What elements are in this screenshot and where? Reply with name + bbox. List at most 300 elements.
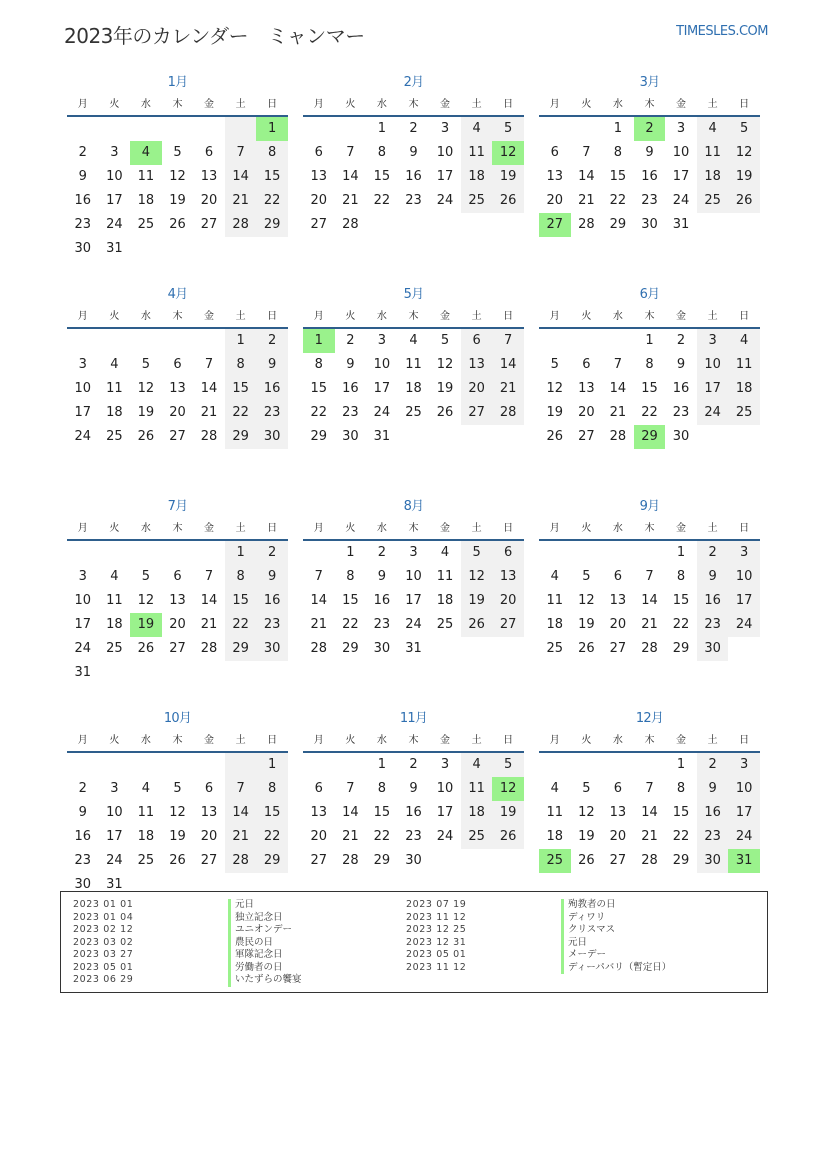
day-cell: 4 (440, 545, 450, 560)
empty-cell (225, 117, 257, 141)
day-cell: 12 (169, 169, 186, 184)
day-cell: 9 (645, 145, 654, 160)
legend-date: 2023 02 12 (73, 924, 134, 935)
day-cell: 27 (310, 853, 328, 868)
empty-cell (571, 753, 603, 777)
day-cell: 25 (697, 189, 729, 213)
day-cell: 26 (137, 429, 155, 444)
day-cell: 23 (697, 825, 729, 849)
day-cell: 31 (106, 877, 123, 892)
day-cell: 22 (342, 617, 359, 632)
month-name: 8月 (403, 499, 424, 514)
legend-holiday-name: 独立記念日 (228, 912, 283, 925)
day-cell: 21 (225, 189, 257, 213)
weekday-header (303, 518, 524, 541)
day-cell: 9 (256, 565, 288, 589)
day-cell: 28 (310, 641, 328, 656)
empty-cell (539, 541, 571, 565)
legend-item (73, 899, 302, 912)
month-name: 6月 (639, 287, 660, 302)
weekday-label: 水 (376, 735, 387, 746)
weekday-label: 月 (549, 311, 560, 322)
month-name: 7月 (167, 499, 188, 514)
day-cell: 30 (256, 637, 288, 661)
legend-item (406, 912, 671, 925)
empty-cell (67, 753, 99, 777)
day-cell: 4 (728, 329, 760, 353)
empty-cell (99, 541, 131, 565)
day-cell: 4 (461, 117, 493, 141)
legend-holiday-name: 農民の日 (228, 937, 273, 950)
legend-column-left (73, 899, 302, 987)
day-cell: 22 (256, 825, 288, 849)
day-cell: 25 (728, 401, 760, 425)
day-cell: 18 (546, 617, 564, 632)
day-cell: 21 (492, 377, 524, 401)
calendar-grid (67, 72, 760, 920)
empty-cell (99, 117, 131, 141)
day-cell: 26 (578, 641, 595, 656)
day-cell: 7 (204, 357, 214, 372)
empty-cell (602, 329, 634, 353)
legend-date: 2023 07 19 (406, 899, 467, 910)
day-cell: 27 (461, 401, 493, 425)
month-name: 4月 (167, 287, 188, 302)
weekday-header (303, 94, 524, 117)
day-grid (303, 329, 524, 449)
weekday-label: 火 (109, 735, 120, 746)
day-cell: 1 (346, 545, 355, 560)
day-cell: 4 (461, 753, 493, 777)
month-block (539, 72, 760, 284)
day-cell: 11 (546, 805, 564, 820)
day-cell: 14 (200, 381, 218, 396)
day-cell: 30 (373, 641, 391, 656)
day-cell: 31 (405, 641, 422, 656)
day-cell: 18 (106, 405, 123, 420)
empty-cell (99, 753, 131, 777)
weekday-label: 金 (440, 735, 451, 746)
day-cell: 29 (310, 429, 328, 444)
day-cell: 11 (405, 357, 422, 372)
day-cell: 8 (377, 781, 387, 796)
empty-cell (130, 541, 162, 565)
empty-cell (67, 541, 99, 565)
day-cell: 13 (200, 805, 218, 820)
day-cell: 14 (578, 169, 595, 184)
day-cell: 4 (409, 333, 418, 348)
day-cell: 31 (672, 217, 690, 232)
day-cell: 7 (225, 141, 257, 165)
day-cell: 7 (645, 781, 654, 796)
day-cell: 25 (546, 641, 564, 656)
day-cell: 23 (74, 217, 92, 232)
empty-cell (130, 117, 162, 141)
day-cell: 17 (436, 169, 454, 184)
day-cell: 25 (461, 825, 493, 849)
weekday-label: 金 (676, 311, 687, 322)
month-name: 2月 (403, 75, 424, 90)
weekday-label: 火 (345, 311, 356, 322)
day-cell: 28 (225, 849, 257, 873)
weekday-header (539, 730, 760, 753)
day-cell: 8 (314, 357, 323, 372)
weekday-label: 日 (739, 311, 750, 322)
day-cell: 10 (106, 805, 123, 820)
weekday-label: 日 (503, 311, 514, 322)
day-cell: 28 (492, 401, 524, 425)
month-block (539, 708, 760, 920)
empty-cell (602, 541, 634, 565)
day-cell: 25 (106, 641, 123, 656)
day-cell: 22 (609, 193, 627, 208)
empty-cell (335, 753, 367, 777)
day-cell: 10 (436, 781, 454, 796)
day-cell: 20 (169, 617, 186, 632)
day-cell: 16 (74, 193, 92, 208)
weekday-label: 土 (707, 311, 718, 322)
weekday-label: 火 (109, 99, 120, 110)
weekday-label: 金 (204, 99, 215, 110)
day-cell: 29 (225, 637, 257, 661)
holiday-legend (60, 891, 768, 993)
holiday-day-cell: 12 (492, 777, 524, 801)
day-cell: 2 (409, 757, 418, 772)
day-cell: 17 (74, 405, 92, 420)
day-cell: 1 (225, 541, 257, 565)
day-cell: 17 (436, 805, 454, 820)
day-cell: 23 (373, 617, 391, 632)
day-cell: 30 (74, 241, 92, 256)
day-cell: 21 (310, 617, 328, 632)
weekday-header (67, 518, 288, 541)
day-cell: 29 (225, 425, 257, 449)
month-block (303, 708, 524, 920)
holiday-day-cell: 12 (492, 141, 524, 165)
day-cell: 10 (106, 169, 123, 184)
day-cell: 27 (609, 853, 627, 868)
weekday-label: 土 (235, 735, 246, 746)
day-cell: 11 (461, 777, 493, 801)
day-cell: 25 (137, 853, 155, 868)
day-cell: 16 (672, 381, 690, 396)
day-cell: 23 (256, 613, 288, 637)
weekday-label: 木 (172, 99, 183, 110)
legend-item (73, 962, 302, 975)
day-cell: 4 (141, 781, 151, 796)
day-cell: 2 (409, 121, 418, 136)
day-cell: 14 (225, 801, 257, 825)
day-cell: 30 (697, 849, 729, 873)
day-cell: 3 (409, 545, 418, 560)
day-cell: 7 (582, 145, 591, 160)
weekday-label: 月 (77, 735, 88, 746)
day-cell: 19 (169, 193, 186, 208)
day-cell: 20 (200, 193, 218, 208)
day-cell: 24 (405, 617, 422, 632)
holiday-day-cell: 29 (634, 425, 666, 449)
day-cell: 16 (256, 589, 288, 613)
weekday-label: 土 (707, 99, 718, 110)
weekday-label: 水 (376, 99, 387, 110)
day-cell: 2 (256, 541, 288, 565)
empty-cell (634, 753, 666, 777)
day-cell: 29 (373, 853, 391, 868)
legend-item (73, 924, 302, 937)
day-cell: 14 (641, 805, 658, 820)
day-cell: 16 (405, 169, 422, 184)
weekday-label: 火 (109, 523, 120, 534)
day-cell: 27 (310, 217, 328, 232)
day-cell: 28 (342, 217, 359, 232)
empty-cell (303, 541, 335, 565)
empty-cell (193, 329, 225, 353)
day-cell: 9 (676, 357, 686, 372)
day-cell: 22 (373, 193, 391, 208)
weekday-label: 水 (612, 523, 623, 534)
day-cell: 18 (728, 377, 760, 401)
day-cell: 6 (204, 145, 214, 160)
day-cell: 1 (676, 545, 686, 560)
weekday-label: 木 (644, 99, 655, 110)
day-cell: 4 (110, 569, 119, 584)
day-cell: 9 (78, 805, 87, 820)
day-cell: 2 (78, 781, 87, 796)
day-cell: 20 (310, 829, 328, 844)
day-cell: 6 (461, 329, 493, 353)
day-cell: 10 (74, 593, 92, 608)
day-cell: 5 (492, 753, 524, 777)
day-cell: 19 (578, 829, 595, 844)
day-cell: 14 (641, 593, 658, 608)
day-cell: 26 (578, 853, 595, 868)
day-cell: 4 (697, 117, 729, 141)
day-cell: 30 (405, 853, 422, 868)
day-cell: 28 (342, 853, 359, 868)
holiday-day-cell: 2 (634, 117, 666, 141)
day-cell: 28 (609, 429, 627, 444)
weekday-header (67, 730, 288, 753)
weekday-label: 日 (503, 99, 514, 110)
day-cell: 3 (110, 145, 119, 160)
month-block (303, 284, 524, 496)
empty-cell (130, 753, 162, 777)
day-cell: 7 (492, 329, 524, 353)
day-cell: 19 (492, 165, 524, 189)
month-name: 10月 (163, 711, 192, 726)
day-cell: 30 (641, 217, 658, 232)
day-cell: 26 (546, 429, 564, 444)
weekday-label: 火 (581, 523, 592, 534)
day-cell: 28 (200, 429, 218, 444)
weekday-label: 水 (376, 311, 387, 322)
day-cell: 5 (582, 781, 591, 796)
day-cell: 5 (550, 357, 559, 372)
legend-holiday-name: 殉教者の日 (561, 899, 616, 912)
day-cell: 3 (440, 757, 450, 772)
day-cell: 8 (377, 145, 387, 160)
legend-date: 2023 03 02 (73, 936, 134, 948)
empty-cell (193, 753, 225, 777)
day-cell: 3 (676, 121, 686, 136)
day-cell: 21 (200, 617, 218, 632)
empty-cell (99, 329, 131, 353)
day-cell: 16 (342, 381, 359, 396)
day-cell: 26 (169, 217, 186, 232)
day-cell: 14 (200, 593, 218, 608)
day-cell: 16 (697, 801, 729, 825)
weekday-label: 木 (408, 523, 419, 534)
day-cell: 20 (546, 193, 564, 208)
weekday-label: 日 (267, 311, 278, 322)
day-cell: 23 (405, 193, 422, 208)
day-cell: 27 (200, 217, 218, 232)
weekday-label: 日 (739, 735, 750, 746)
day-cell: 16 (74, 829, 92, 844)
day-cell: 2 (697, 753, 729, 777)
legend-item (73, 974, 302, 987)
day-cell: 3 (697, 329, 729, 353)
day-cell: 27 (169, 429, 186, 444)
day-cell: 13 (578, 381, 595, 396)
empty-cell (193, 541, 225, 565)
day-cell: 17 (106, 193, 123, 208)
legend-holiday-name: ディーパバリ（暫定日） (561, 962, 671, 975)
weekday-label: 木 (408, 99, 419, 110)
day-cell: 8 (256, 141, 288, 165)
empty-cell (67, 329, 99, 353)
day-cell: 27 (609, 641, 627, 656)
day-cell: 24 (436, 829, 454, 844)
day-cell: 15 (225, 589, 257, 613)
weekday-label: 土 (707, 523, 718, 534)
weekday-label: 土 (235, 523, 246, 534)
day-cell: 3 (728, 753, 760, 777)
day-cell: 3 (78, 569, 87, 584)
day-cell: 19 (578, 617, 595, 632)
day-cell: 18 (461, 801, 493, 825)
day-cell: 3 (440, 121, 450, 136)
day-cell: 29 (672, 641, 690, 656)
weekday-label: 金 (204, 523, 215, 534)
day-cell: 31 (373, 429, 391, 444)
day-cell: 23 (641, 193, 658, 208)
month-row (67, 496, 760, 708)
weekday-header (67, 306, 288, 329)
weekday-label: 月 (313, 311, 324, 322)
legend-item (406, 949, 671, 962)
legend-date: 2023 06 29 (73, 974, 134, 985)
month-block (539, 284, 760, 496)
weekday-label: 月 (313, 523, 324, 534)
weekday-label: 日 (739, 99, 750, 110)
weekday-label: 木 (644, 311, 655, 322)
month-row (67, 72, 760, 284)
day-cell: 8 (645, 357, 654, 372)
day-cell: 21 (342, 193, 359, 208)
day-cell: 17 (405, 593, 422, 608)
weekday-label: 木 (408, 735, 419, 746)
legend-item (406, 924, 671, 937)
day-cell: 25 (137, 217, 155, 232)
day-cell: 26 (492, 825, 524, 849)
month-name: 9月 (639, 499, 660, 514)
month-block (303, 496, 524, 708)
day-cell: 5 (728, 117, 760, 141)
day-cell: 6 (613, 569, 623, 584)
month-name: 3月 (639, 75, 660, 90)
empty-cell (162, 753, 194, 777)
legend-holiday-name: いたずらの饗宴 (228, 974, 302, 987)
day-cell: 22 (672, 617, 690, 632)
month-name: 5月 (403, 287, 424, 302)
day-cell: 12 (578, 805, 595, 820)
day-cell: 29 (256, 849, 288, 873)
day-cell: 8 (676, 569, 686, 584)
day-cell: 1 (676, 757, 686, 772)
day-cell: 13 (200, 169, 218, 184)
day-cell: 26 (492, 189, 524, 213)
weekday-label: 土 (235, 311, 246, 322)
legend-holiday-name: メーデー (561, 949, 606, 962)
day-cell: 2 (346, 333, 355, 348)
day-cell: 8 (225, 565, 257, 589)
day-cell: 5 (141, 357, 151, 372)
day-cell: 9 (377, 569, 387, 584)
day-cell: 5 (173, 781, 182, 796)
weekday-label: 火 (109, 311, 120, 322)
legend-holiday-name: ユニオンデー (228, 924, 292, 937)
legend-date: 2023 01 01 (73, 899, 134, 910)
day-cell: 24 (672, 193, 690, 208)
day-cell: 10 (405, 569, 422, 584)
day-cell: 14 (492, 353, 524, 377)
day-cell: 29 (672, 853, 690, 868)
weekday-label: 木 (408, 311, 419, 322)
day-cell: 1 (377, 121, 387, 136)
weekday-label: 木 (172, 311, 183, 322)
day-grid (539, 117, 760, 237)
day-cell: 22 (672, 829, 690, 844)
day-cell: 3 (78, 357, 87, 372)
day-cell: 6 (314, 781, 323, 796)
day-cell: 13 (609, 593, 627, 608)
weekday-label: 土 (235, 99, 246, 110)
weekday-label: 火 (345, 99, 356, 110)
month-block (67, 496, 288, 708)
day-cell: 7 (346, 781, 355, 796)
weekday-label: 土 (707, 735, 718, 746)
day-cell: 10 (728, 565, 760, 589)
month-name: 1月 (167, 75, 188, 90)
weekday-label: 火 (581, 99, 592, 110)
month-name: 12月 (635, 711, 664, 726)
empty-cell (162, 541, 194, 565)
day-cell: 17 (373, 381, 391, 396)
day-cell: 12 (461, 565, 493, 589)
weekday-label: 日 (503, 735, 514, 746)
day-cell: 26 (461, 613, 493, 637)
day-cell: 18 (461, 165, 493, 189)
weekday-label: 月 (313, 735, 324, 746)
day-cell: 19 (728, 165, 760, 189)
weekday-label: 月 (549, 523, 560, 534)
weekday-label: 水 (140, 523, 151, 534)
weekday-header (539, 94, 760, 117)
day-cell: 29 (256, 213, 288, 237)
day-cell: 5 (440, 333, 450, 348)
day-cell: 9 (256, 353, 288, 377)
